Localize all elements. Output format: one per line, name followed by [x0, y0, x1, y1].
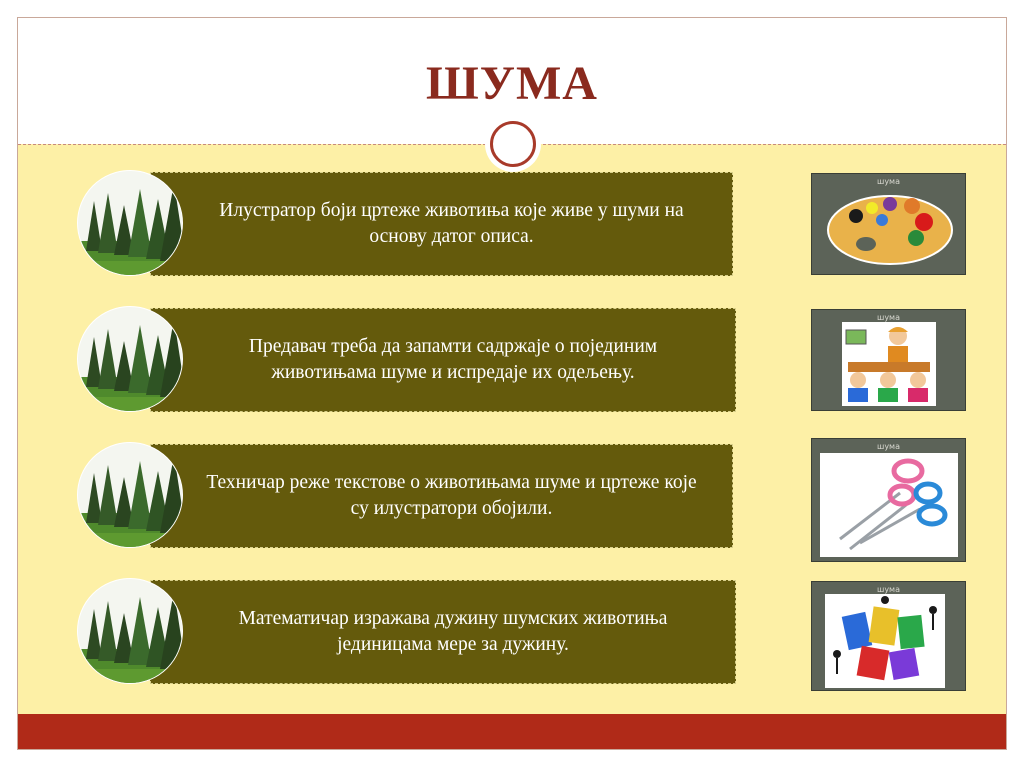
- role-text: Техничар реже текстове о животињама шуме и цртеже које су илустратори обојили.: [206, 472, 697, 519]
- role-box: [150, 308, 736, 412]
- forest-image-icon: [77, 170, 183, 276]
- slide: [17, 17, 1007, 750]
- footer-band: [18, 714, 1006, 749]
- thumbnail-caption: шума: [877, 177, 900, 186]
- thumbnail-caption: шума: [877, 585, 900, 594]
- thumbnail-scissors: [811, 438, 966, 562]
- role-text: Илустратор боји цртеже животиња које живе у шуми на основу датог описа.: [219, 200, 684, 247]
- thumbnail-caption: шума: [877, 313, 900, 322]
- role-text: Предавач треба да запамти садржаје о појединим животињама шуме и испредаје их одељењу.: [248, 336, 658, 383]
- role-row-presenter: [18, 308, 1006, 418]
- slide-title: ШУМА: [426, 57, 598, 110]
- scissors-icon: [820, 453, 958, 557]
- math-numbers-icon: [825, 594, 945, 688]
- role-box: [150, 580, 736, 684]
- thumbnail-caption: шума: [877, 442, 900, 451]
- thumbnail-palette: [811, 173, 966, 275]
- role-text: Математичар изражава дужину шумских животиња јединицама мере за дужину.: [238, 608, 668, 655]
- thumbnail-math: [811, 581, 966, 691]
- role-box: [150, 444, 733, 548]
- forest-image-icon: [77, 578, 183, 684]
- role-row-technician: [18, 444, 1006, 554]
- forest-image-icon: [77, 442, 183, 548]
- thumbnail-teacher: [811, 309, 966, 411]
- role-row-mathematician: [18, 580, 1006, 690]
- ring-ornament-icon: [485, 116, 541, 172]
- role-box: [150, 172, 733, 276]
- paint-palette-icon: [820, 186, 960, 275]
- forest-image-icon: [77, 306, 183, 412]
- role-row-illustrator: [18, 172, 1006, 282]
- teacher-class-icon: [842, 322, 936, 406]
